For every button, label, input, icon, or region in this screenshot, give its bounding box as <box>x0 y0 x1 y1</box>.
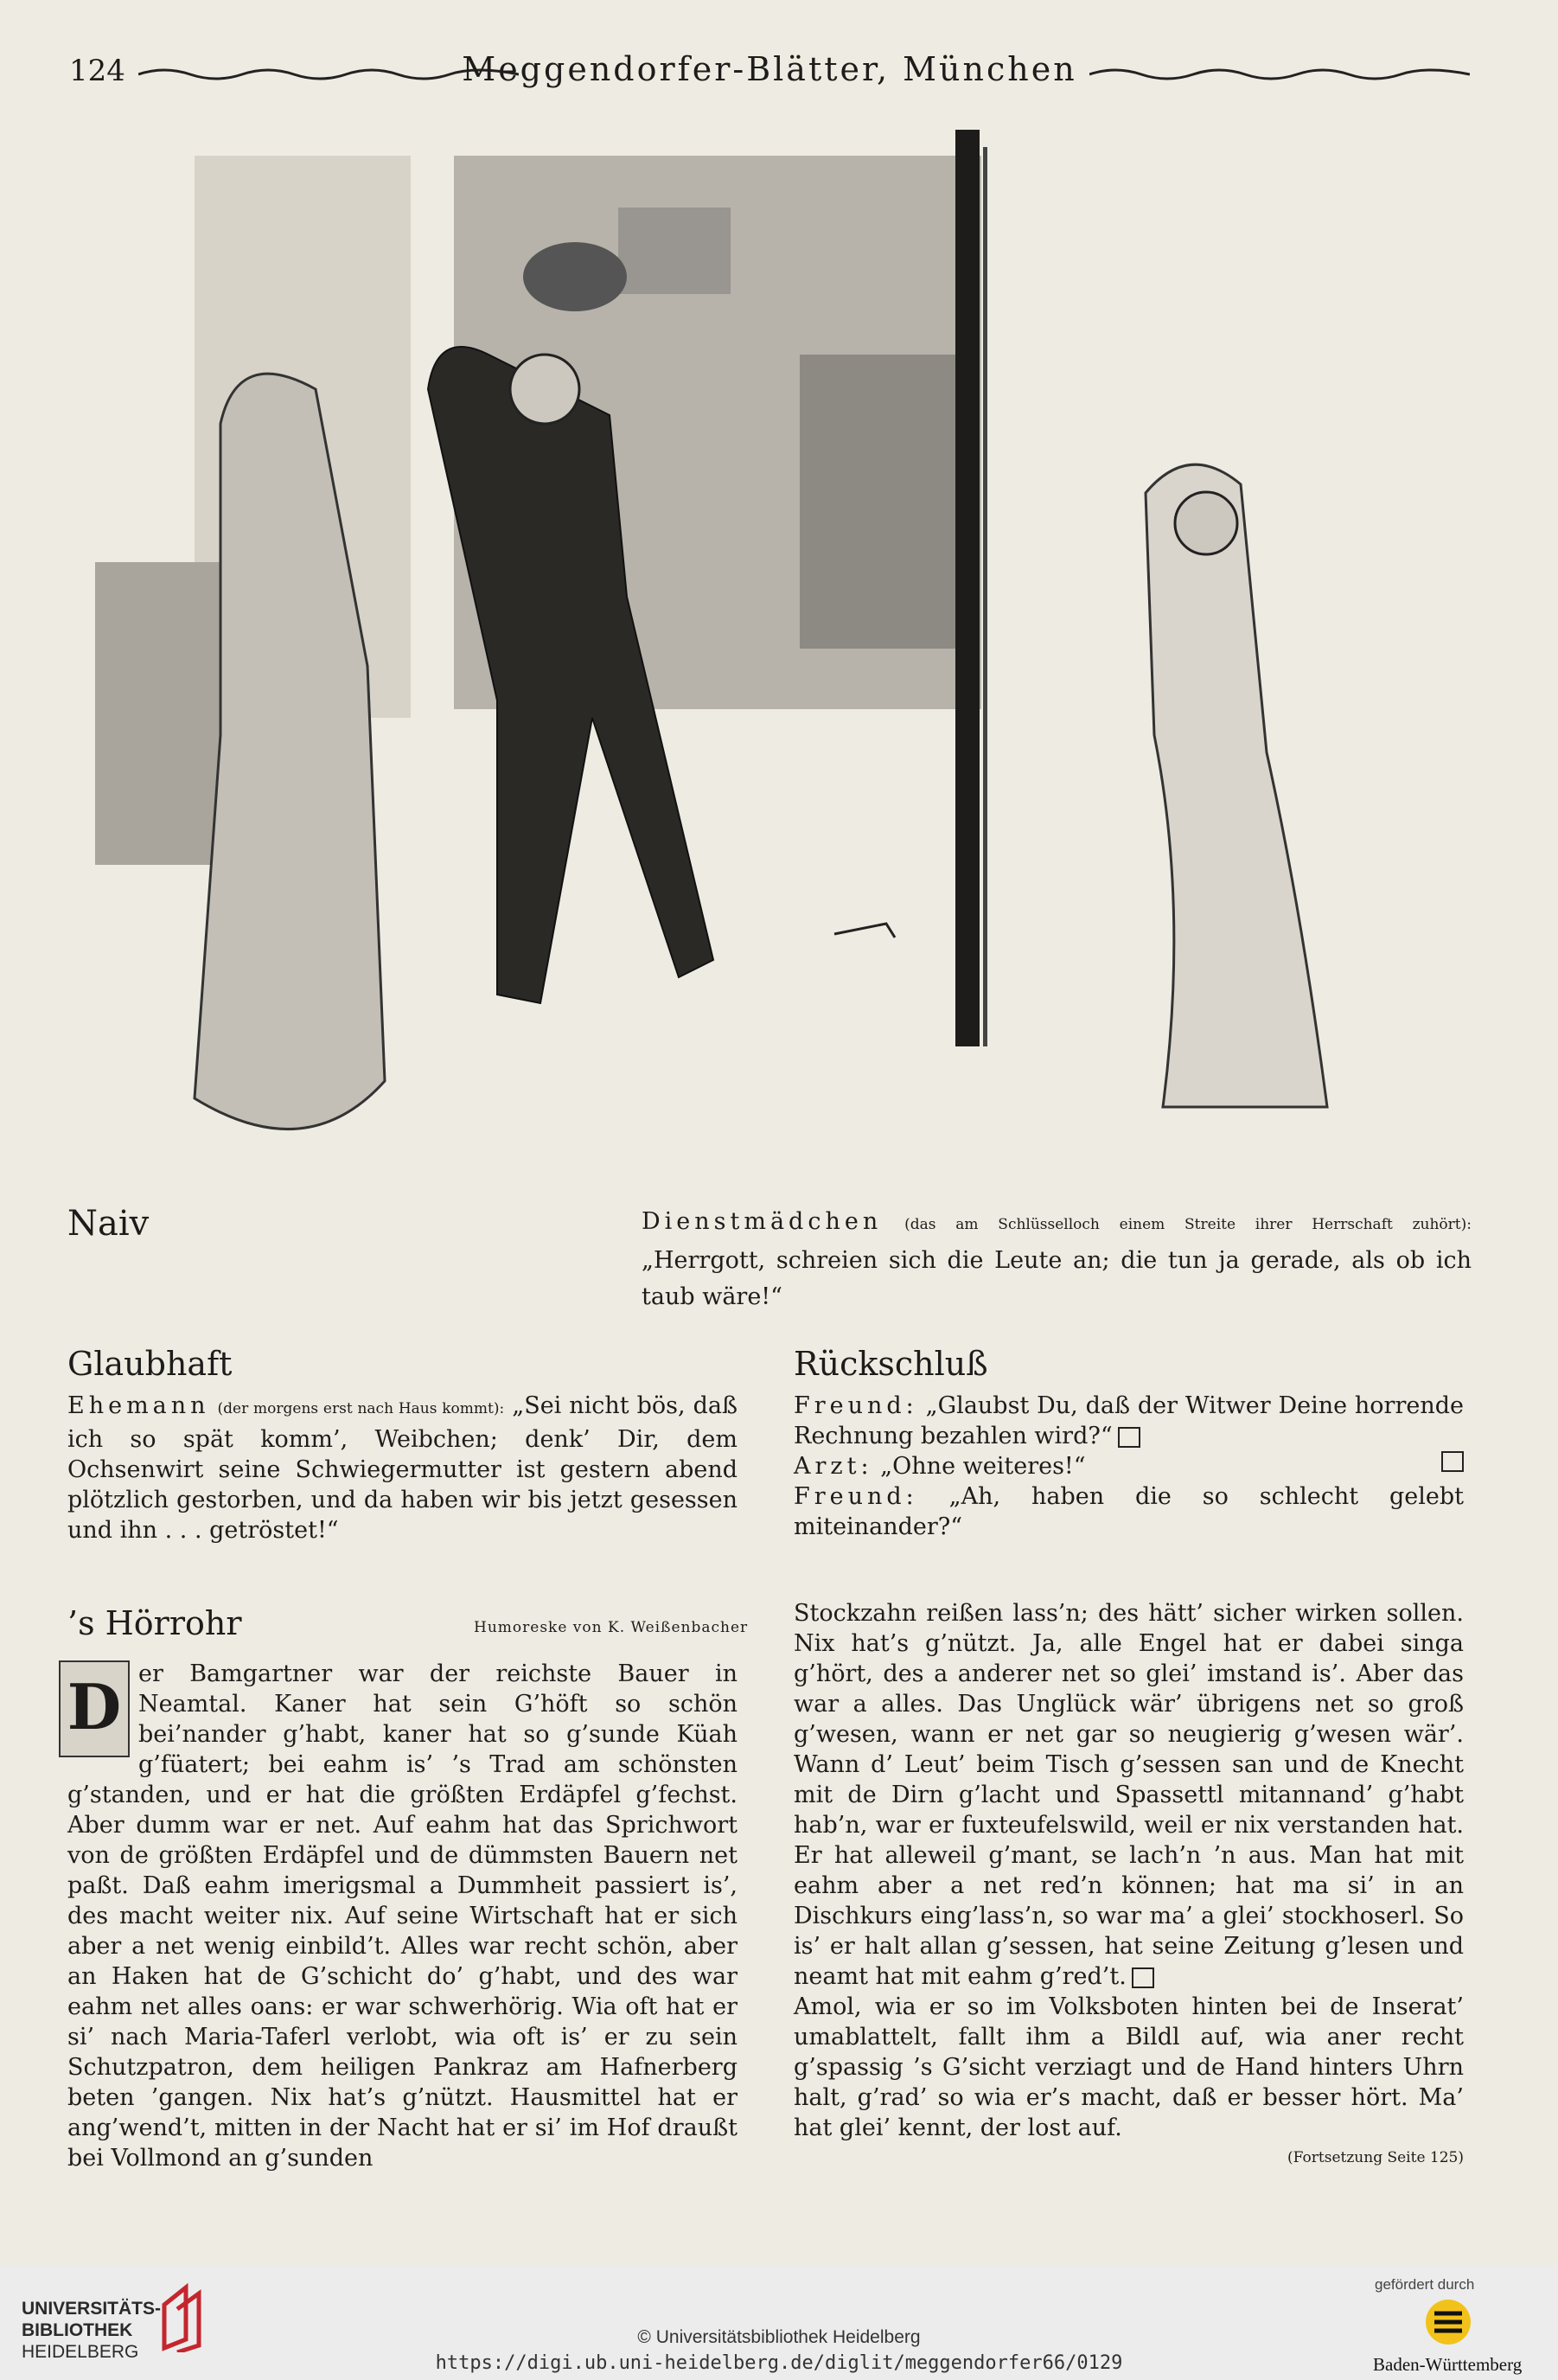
heart-icon <box>1132 1967 1154 1988</box>
dialogue-line <box>794 1451 1464 1481</box>
heart-icon <box>1441 1451 1464 1472</box>
funder-name: Baden-Württemberg <box>1373 2354 1523 2375</box>
dialogue-text: „Ohne weiteres!“ <box>880 1453 1086 1480</box>
hoerrohr-col1-text: er Bamgartner war der reichste Bauer in Neamtal. Kaner hat sein G’höft so schön bei’nander g’habt, kaner hat so g’sunde Küah g’füatert; bei eahm is’ ’s Trad am schönsten g’standen, und er hat die größten Erdäpfel g’fechst. Aber dumm war er net. Auf eahm hat das Sprichwort von de größten Erdäpfel und de dümmsten Bauern net paßt. Daß eahm imerigsmal a Dummheit passiert is’, des macht weiter nix. Auf seine Wirtschaft hat er sich aber a net wenig einbild’t. Alles war recht schön, aber an Haken hat de G’schicht do’ g’habt, und des war eahm net alles oans: er war schwerhörig. Wia oft hat er si’ nach Maria-Taferl verlobt, wia oft is’ er zu sein Schutzpatron, dem heiligen Pankraz am Hafnerberg beten ’gangen. Nix hat’s g’nützt. Hausmittel hat er ang’wend’t, mitten in der Nacht hat er si’ im Hof draußt bei Vollmond an g’sunden <box>67 1660 737 2172</box>
glaubhaft-stage-direction: (der morgens erst nach Haus kommt): <box>217 1400 505 1417</box>
hoerrohr-col2-text-a: Stockzahn reißen lass’n; des hätt’ sicher wirken sollen. Nix hat’s g’nützt. Ja, alle Engel hat er dabei singa g’hört, des a anderer net so glei’ imstand is’. Aber das war a alles. Das Unglück wär’ übrigens net so groß g’wesen, wann er net gar so neugierig g’wesen wär’. Wann d’ Leut’ beim Tisch g’sessen san und de Knecht mit de Dirn g’lacht und Spassettl mitannand’ g’habt hab’n, war er fuxteufelswild, weil er nix verstanden hat. Er hat alleweil g’mant, se lach’n ’n aus. Man hat mit eahm aber a net red’n können; hat ma si’ in an Dischkurs eing’lass’n, so war ma’ a glei’ stockhoserl. So is’ er halt allan g’sessen, hat seine Zeitung g’lesen und neamt hat mit eahm g’red’t. <box>794 1600 1464 1990</box>
caption-quote: „Herrgott, schreien sich die Leute an; die tun ja gerade, als ob ich taub wäre!“ <box>642 1247 1472 1310</box>
glaubhaft-title: Glaubhaft <box>67 1345 233 1383</box>
ub-line-1: UNIVERSITÄTS- <box>22 2299 162 2319</box>
dialogue-speaker: Freund: <box>794 1483 918 1510</box>
caption-speaker: Dienstmädchen <box>642 1208 883 1235</box>
rueckschluss-title: Rückschluß <box>794 1345 988 1383</box>
magazine-title: Meggendorfer-Blätter, München <box>462 50 1077 88</box>
hoerrohr-column-1 <box>67 1659 737 2173</box>
caption-text <box>642 1204 1472 1315</box>
glaubhaft-text <box>67 1391 737 1545</box>
hoerrohr-title: ’s Hörrohr <box>67 1604 242 1642</box>
dialogue-line <box>794 1481 1464 1542</box>
permalink[interactable]: https://digi.ub.uni-heidelberg.de/diglit/meggendorfer66/0129 <box>435 2352 1123 2374</box>
page-number: 124 <box>69 54 125 88</box>
caption-title: Naiv <box>67 1204 150 1244</box>
dialogue-text: „Glaubst Du, daß der Witwer Deine horrende Rechnung bezahlen wird?“ <box>794 1392 1464 1449</box>
glaubhaft-speaker: Ehemann <box>67 1392 210 1419</box>
hoerrohr-author: Humoreske von K. Weißenbacher <box>474 1619 749 1636</box>
dialogue-speaker: Freund: <box>794 1392 918 1419</box>
dialogue-text: „Ah, haben die so schlecht gelebt miteinander?“ <box>794 1483 1464 1540</box>
coat-of-arms-icon <box>1422 2296 1474 2348</box>
ub-line-2: BIBLIOTHEK <box>22 2320 133 2340</box>
page-header <box>61 50 1478 93</box>
dialogue-speaker: Arzt: <box>794 1453 873 1480</box>
illustration-domestic-quarrel <box>91 130 1461 1176</box>
ornament-right-icon <box>1089 66 1470 83</box>
rueckschluss-dialogue <box>794 1391 1464 1542</box>
hoerrohr-col2-text-b: Amol, wia er so im Volksboten hinten bei de Inserat’ umablattelt, fallt ihm a Bildl auf, wia aner recht g’spassig ’s G’sicht verziagt und de Hand hinters Uhrn halt, g’rad’ so wia er’s macht, daß er besser hört. Ma’ hat glei’ kennt, der lost auf. <box>794 1993 1464 2141</box>
ub-line-3: HEIDELBERG <box>22 2342 139 2362</box>
heart-icon <box>1118 1427 1140 1448</box>
caption-stage-direction: (das am Schlüsselloch einem Streite ihrer Herrschaft zuhört): <box>904 1216 1472 1233</box>
continuation-note: (Fortsetzung Seite 125) <box>1287 2149 1464 2166</box>
copyright-notice: © Universitätsbibliothek Heidelberg <box>637 2327 921 2347</box>
drop-cap: D <box>59 1660 130 1757</box>
funded-by-label: gefördert durch <box>1375 2276 1475 2293</box>
hoerrohr-column-2 <box>794 1598 1464 2173</box>
dialogue-line <box>794 1391 1464 1451</box>
glaubhaft-quote: „Sei nicht bös, daß ich so spät komm’, Weibchen; denk’ Dir, dem Ochsenwirt seine Schwiegermutter ist gestern abend plötzlich gestorben, und da haben wir bis jetzt gesessen und ihn . . . getröstet!“ <box>67 1392 737 1544</box>
